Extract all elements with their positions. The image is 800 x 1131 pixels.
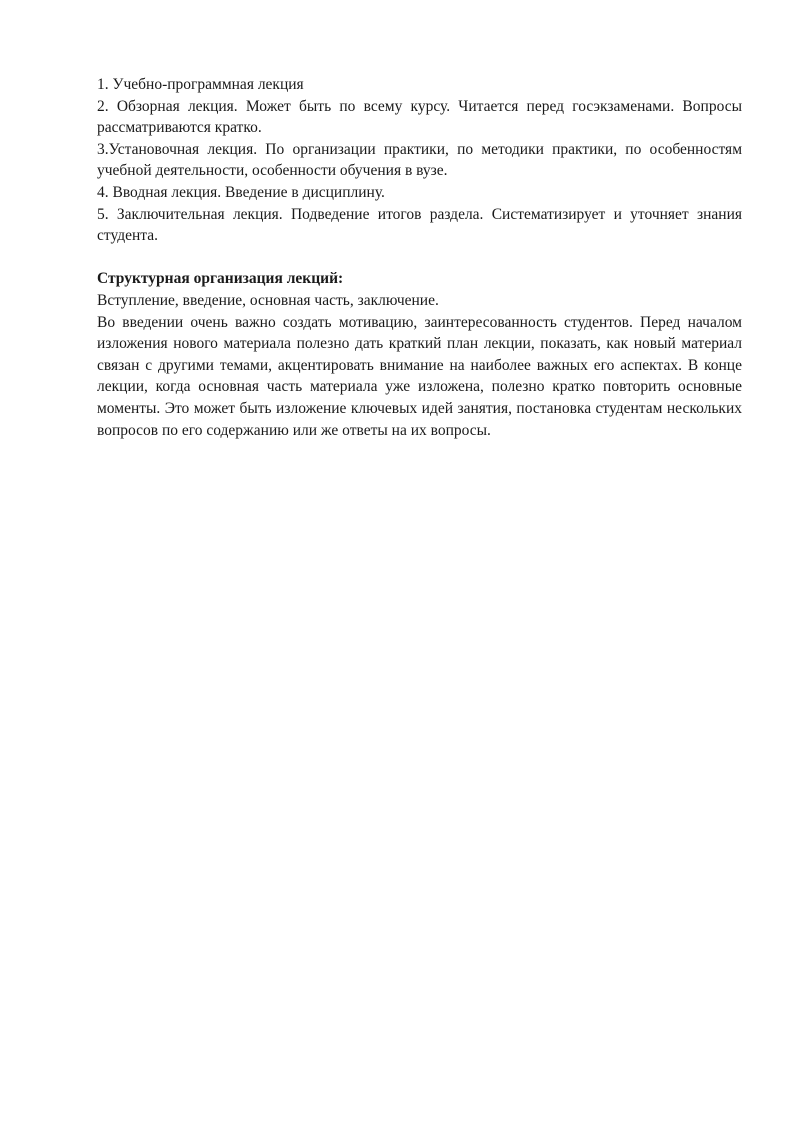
section-heading: Структурная организация лекций: xyxy=(97,270,344,288)
structure-line: Вступление, введение, основная часть, заключение. xyxy=(97,291,439,309)
body-paragraph: Во введении очень важно создать мотивацию, заинтересованность студентов. Перед началом изложения нового материала полезно дать краткий план лекции, показать, как новый материал связан с другими темами, акцентировать внимание на наиболее важных его аспектах. В конце лекции, когда основная часть материала уже изложена, полезно кратко повторить основные моменты. Это может быть изложение ключевых идей занятия, постановка студентам нескольких вопросов по его содержанию или же ответы на их вопросы. xyxy=(97,313,742,439)
list-item-5: 5. Заключительная лекция. Подведение итогов раздела. Систематизирует и уточняет знания студента. xyxy=(97,205,742,245)
document-page xyxy=(97,74,742,441)
paragraph-spacer xyxy=(97,247,742,269)
list-item-2: 2. Обзорная лекция. Может быть по всему курсу. Читается перед госэкзаменами. Вопросы рассматриваются кратко. xyxy=(97,97,742,137)
list-item-4: 4. Вводная лекция. Введение в дисциплину. xyxy=(97,183,385,201)
list-item-1: 1. Учебно-программная лекция xyxy=(97,76,304,93)
list-item-3: 3.Установочная лекция. По организации практики, по методики практики, по особенностям учебной деятельности, особенности обучения в вузе. xyxy=(97,140,742,180)
